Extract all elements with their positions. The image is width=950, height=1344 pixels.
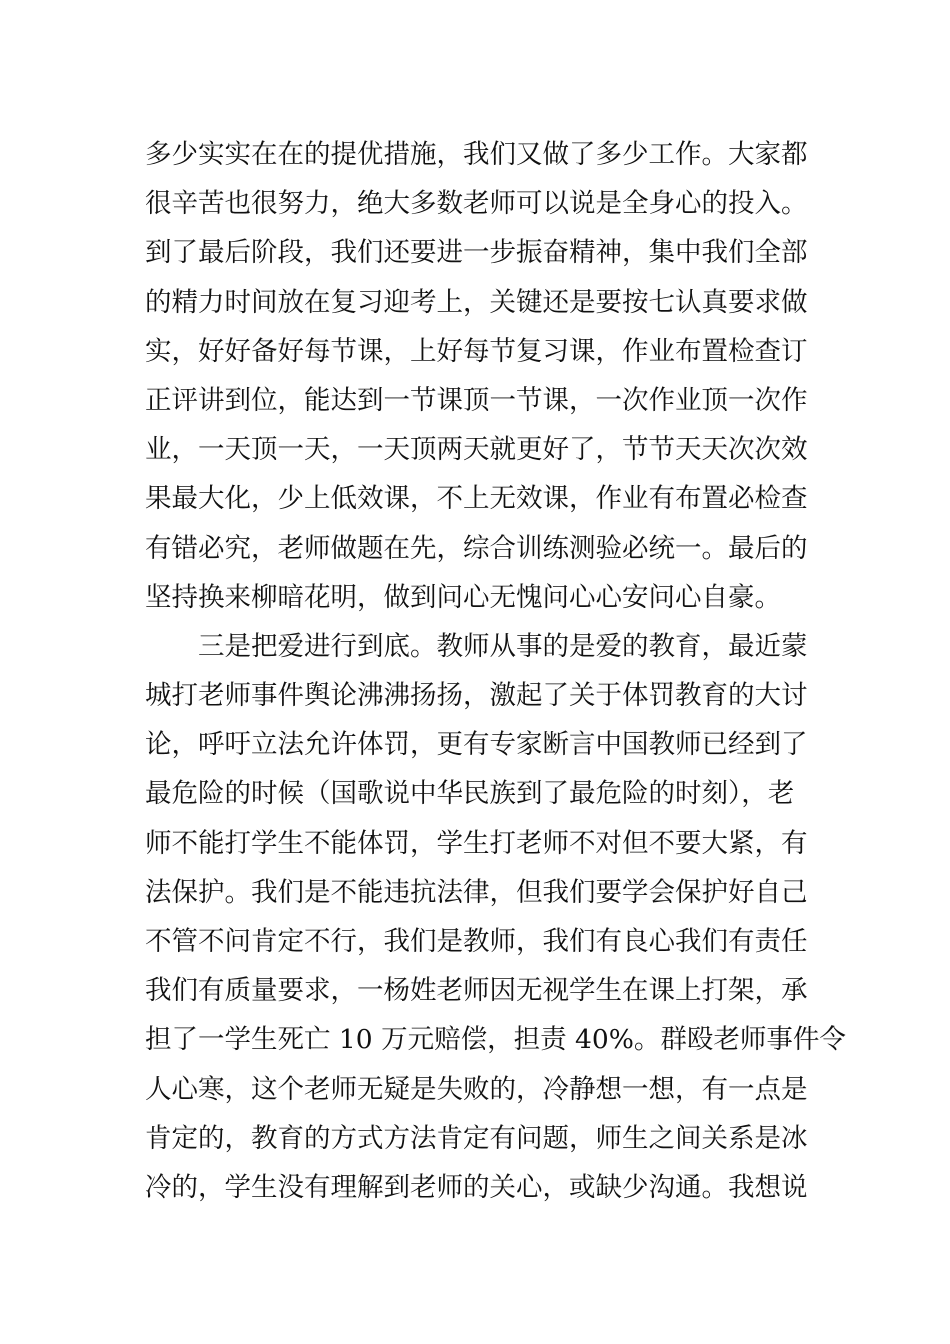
text-line: 我们有质量要求，一杨姓老师因无视学生在课上打架，承 xyxy=(145,975,808,1007)
text-line: 正评讲到位，能达到一节课顶一节课，一次作业顶一次作 xyxy=(145,384,808,416)
text-line: 师不能打学生不能体罚，学生打老师不对但不要大紧，有 xyxy=(145,827,808,859)
text-line: 很辛苦也很努力，绝大多数老师可以说是全身心的投入。 xyxy=(145,188,808,220)
text-line: 到了最后阶段，我们还要进一步振奋精神，集中我们全部 xyxy=(145,237,808,269)
text-line: 担了一学生死亡 10 万元赔偿，担责 40%。群殴老师事件令 xyxy=(145,1024,846,1056)
text-line: 人心寒，这个老师无疑是失败的，冷静想一想，有一点是 xyxy=(145,1073,808,1105)
text-line: 果最大化，少上低效课，不上无效课，作业有布置必检查 xyxy=(145,483,808,515)
text-line: 的精力时间放在复习迎考上，关键还是要按七认真要求做 xyxy=(145,286,808,318)
text-line: 论，呼吁立法允许体罚，更有专家断言中国教师已经到了 xyxy=(145,729,808,761)
text-line: 有错必究，老师做题在先，综合训练测验必统一。最后的 xyxy=(145,532,808,564)
paragraph-start-line: 三是把爱进行到底。教师从事的是爱的教育，最近蒙 xyxy=(198,630,808,662)
text-line: 业，一天顶一天，一天顶两天就更好了，节节天天次次效 xyxy=(145,434,808,466)
text-line: 冷的，学生没有理解到老师的关心，或缺少沟通。我想说 xyxy=(145,1171,808,1203)
text-line: 不管不问肯定不行，我们是教师，我们有良心我们有责任 xyxy=(145,926,808,957)
text-line: 坚持换来柳暗花明，做到问心无愧问心心安问心自豪。 xyxy=(145,581,781,613)
text-line: 法保护。我们是不能违抗法律，但我们要学会保护好自己 xyxy=(145,876,808,908)
body-text xyxy=(145,130,846,1212)
text-line: 肯定的，教育的方式方法肯定有问题，师生之间关系是冰 xyxy=(145,1122,808,1154)
text-line: 城打老师事件舆论沸沸扬扬，激起了关于体罚教育的大讨 xyxy=(145,680,808,712)
text-line: 实，好好备好每节课，上好每节复习课，作业布置检查订 xyxy=(145,335,808,367)
text-line: 多少实实在在的提优措施，我们又做了多少工作。大家都 xyxy=(145,139,808,170)
text-line: 最危险的时候（国歌说中华民族到了最危险的时刻），老 xyxy=(145,778,795,810)
